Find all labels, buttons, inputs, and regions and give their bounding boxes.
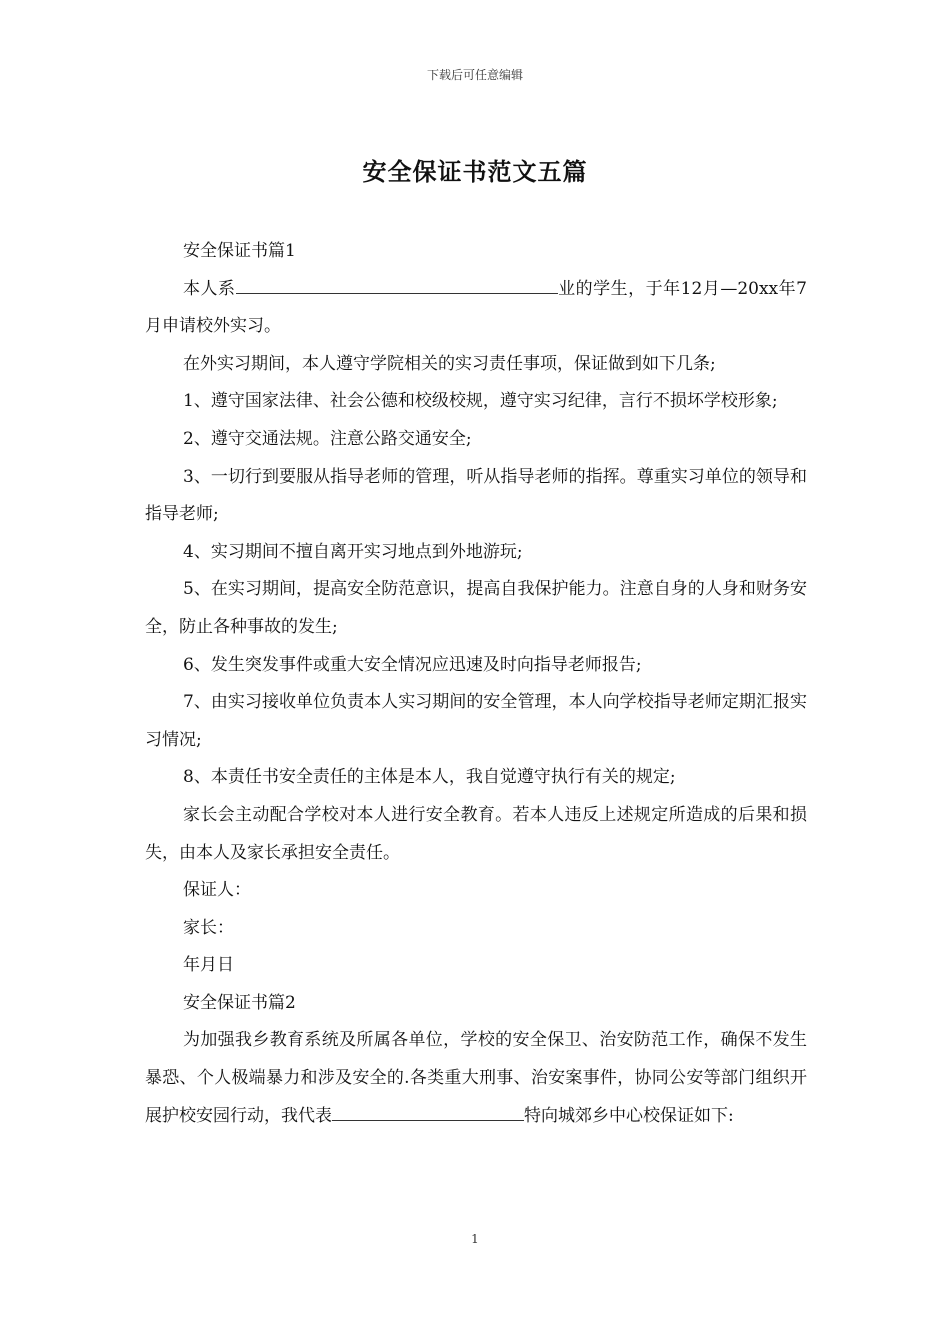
date-line: 年月日 xyxy=(183,955,234,976)
page-number: 1 xyxy=(471,1232,479,1246)
section2-paragraph xyxy=(145,1022,807,1135)
section2-text-after: 特向城郊乡中心校保证如下: xyxy=(524,1105,734,1126)
section-heading: 安全保证书篇2 xyxy=(183,992,296,1013)
intro-paragraph xyxy=(145,271,807,346)
lead-paragraph: 在外实习期间，本人遵守学院相关的实习责任事项，保证做到如下几条; xyxy=(183,353,716,374)
list-item: 6、发生突发事件或重大安全情况应迅速及时向指导老师报告; xyxy=(183,654,642,675)
parent-line: 家长： xyxy=(183,917,234,938)
list-item: 5、在实习期间，提高安全防范意识，提高自我保护能力。注意自身的人身和财务安全，防止各种事故的发生; xyxy=(145,579,807,637)
list-item: 1、遵守国家法律、社会公德和校级校规，遵守实习纪律，言行不损坏学校形象; xyxy=(183,391,778,412)
page-header: 下载后可任意编辑 xyxy=(426,68,523,82)
section2-text-before: 为加强我乡教育系统及所属各单位，学校的安全保卫、治安防范工作，确保不发生暴恐、个人极端暴力和涉及安全的.各类重大刑事、治安案事件，协同公安等部门组织开展护校安园行动，我代表 xyxy=(145,1030,807,1126)
section-heading: 安全保证书篇1 xyxy=(183,241,296,261)
list-item: 2、遵守交通法规。注意公路交通安全; xyxy=(183,428,472,449)
representative-blank-field xyxy=(332,1102,524,1121)
major-blank-field xyxy=(236,275,558,294)
list-item: 8、本责任书安全责任的主体是本人，我自觉遵守执行有关的规定; xyxy=(183,767,676,788)
closing-paragraph: 家长会主动配合学校对本人进行安全教育。若本人违反上述规定所造成的后果和损失，由本人及家长承担安全责任。 xyxy=(145,804,807,863)
guarantor-line: 保证人： xyxy=(183,880,251,901)
document-title: 安全保证书范文五篇 xyxy=(362,157,588,186)
intro-text-before: 本人系 xyxy=(183,278,236,299)
list-item: 3、一切行到要服从指导老师的管理，听从指导老师的指挥。尊重实习单位的领导和指导老师; xyxy=(145,466,807,525)
document-body xyxy=(145,233,807,1135)
list-item: 7、由实习接收单位负责本人实习期间的安全管理，本人向学校指导老师定期汇报实习情况; xyxy=(145,692,807,750)
intro-text-after: 业的学生，于年12月—20xx年7月申请校外实习。 xyxy=(145,278,807,337)
list-item: 4、实习期间不擅自离开实习地点到外地游玩; xyxy=(183,541,523,562)
